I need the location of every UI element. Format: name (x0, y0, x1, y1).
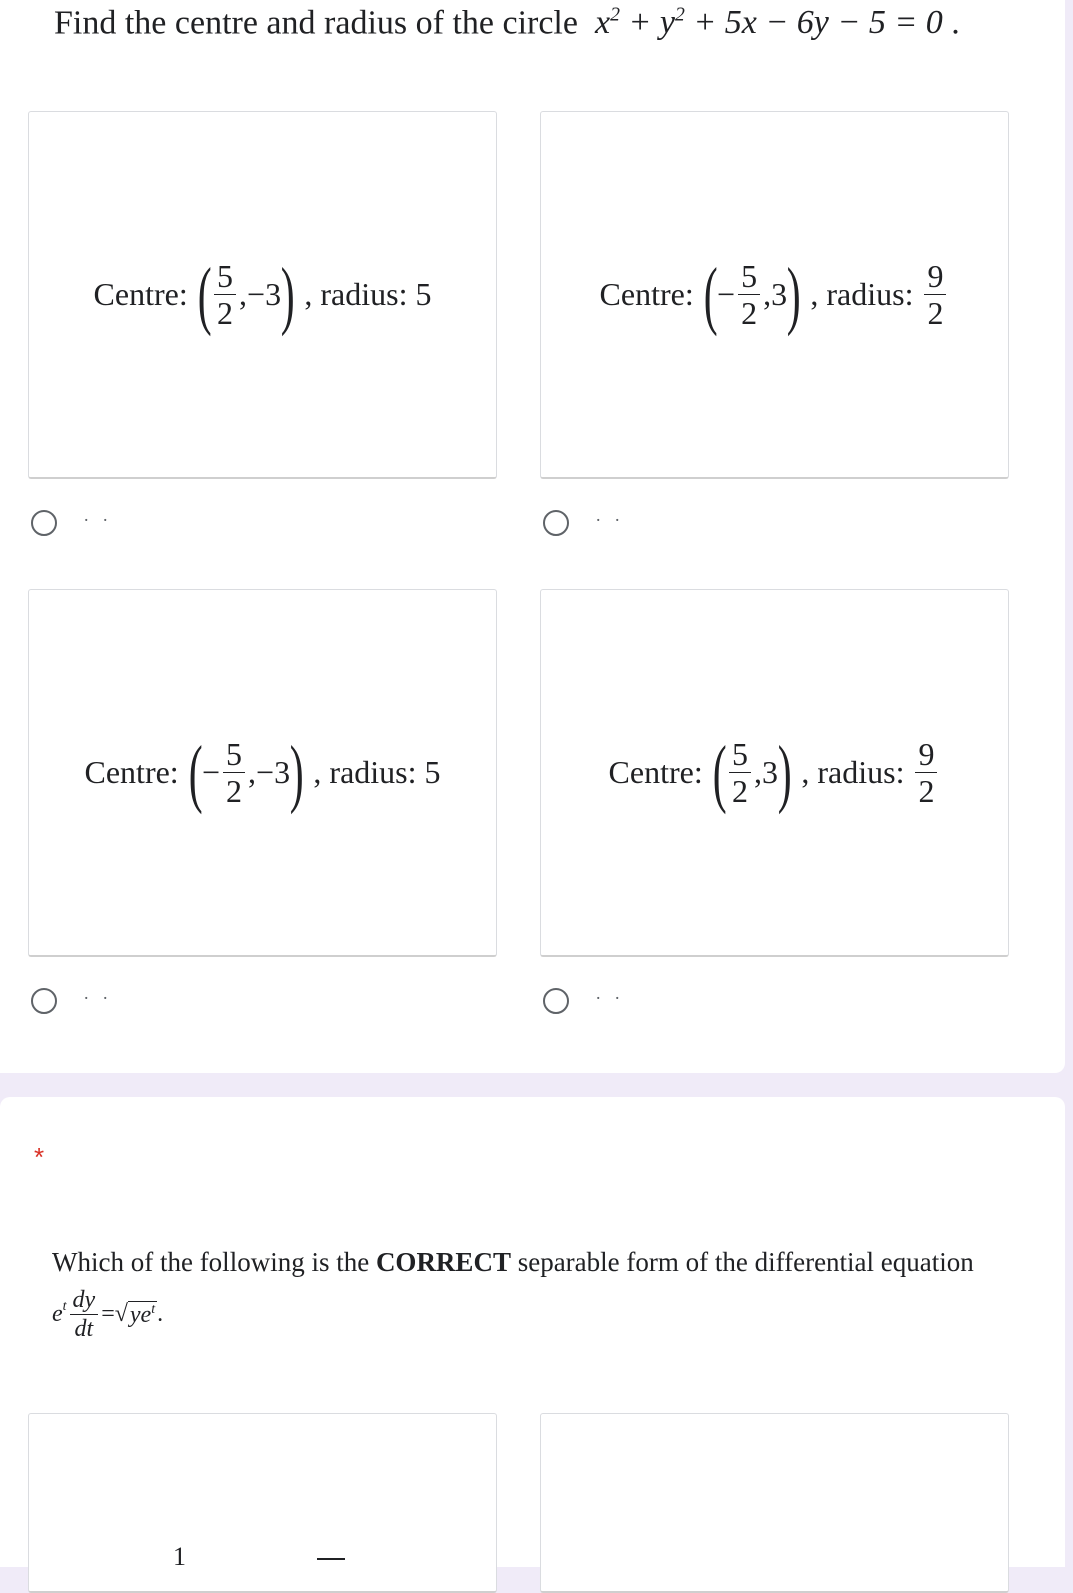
option-c-image[interactable] (28, 589, 497, 957)
radius-label: , radius: (801, 754, 905, 790)
option-b-label: . . (596, 505, 625, 525)
radius-fraction: $\frac{9}{2}$ (924, 260, 946, 329)
question-1-title: Find the centre and radius of the circle $x^2 + y^2 + 5x - 6y - 5 = 0$ . (54, 4, 960, 42)
centre-x-sign: − (717, 276, 736, 312)
question-1-text: Find the centre and radius of the circle (54, 4, 578, 42)
q2-option-b-image[interactable] (540, 1413, 1009, 1593)
centre-x-fraction: $\frac{5}{2}$ (738, 260, 760, 329)
option-a-label: . . (84, 505, 113, 525)
centre-y: ,−3 (248, 754, 291, 790)
centre-x-sign: − (202, 754, 221, 790)
centre-x-fraction: $\frac{5}{2}$ (729, 738, 751, 807)
centre-label: Centre: (93, 276, 188, 312)
derivative-fraction: $\frac{dy}{dt}$ (70, 1288, 99, 1341)
option-d-label: . . (596, 983, 625, 1003)
option-c-label: . . (84, 983, 113, 1003)
option-c-content: Centre: ( − $\frac{5}{2}$ ,−3 ) , radius: 5 (84, 730, 441, 815)
centre-y: ,−3 (239, 276, 282, 312)
option-b-radio[interactable] (543, 510, 569, 536)
centre-label: Centre: (599, 276, 694, 312)
partial-overline (317, 1558, 345, 1560)
q2-option-a-image[interactable] (28, 1413, 497, 1593)
option-a-radio[interactable] (31, 510, 57, 536)
option-b-content: Centre: ( − $\frac{5}{2}$ ,3 ) , radius: $\frac{9}{2}$ (541, 112, 1008, 477)
question-2-equation: e $^t$ $\frac{dy}{dt}$ = √ $ye^t$ . (52, 1287, 164, 1342)
radius-fraction: $\frac{9}{2}$ (915, 738, 937, 807)
centre-y: ,3 (754, 754, 779, 790)
option-a-image[interactable] (28, 111, 497, 479)
radius-label: , radius: (810, 276, 914, 312)
centre-x-fraction: $\frac{5}{2}$ (214, 260, 236, 329)
option-d-content: Centre: ( $\frac{5}{2}$ ,3 ) , radius: $\frac{9}{2}$ (541, 590, 1008, 955)
option-d-image[interactable] (540, 589, 1009, 957)
radius-label: , radius: (313, 754, 417, 790)
option-c-radio[interactable] (31, 988, 57, 1014)
question-1-equation: $x^2 + y^2 + 5x - 6y - 5 = 0$ (594, 4, 943, 42)
centre-x-fraction: $\frac{5}{2}$ (223, 738, 245, 807)
radius-label: , radius: (304, 276, 408, 312)
centre-label: Centre: (608, 754, 703, 790)
option-b-image[interactable] (540, 111, 1009, 479)
centre-y: ,3 (763, 276, 788, 312)
question-2-text: Which of the following is the CORRECT separable form of the differential equation (52, 1247, 974, 1277)
option-a-content: Centre: ( $\frac{5}{2}$ ,−3 ) , radius: 5 (93, 252, 432, 337)
required-marker: * (34, 1142, 45, 1172)
option-d-radio[interactable] (543, 988, 569, 1014)
partial-digit: 1 (173, 1542, 186, 1571)
radius-value: 5 (424, 754, 441, 790)
centre-label: Centre: (84, 754, 179, 790)
square-root: √ $ye^t$ (114, 1300, 156, 1328)
radius-value: 5 (415, 276, 432, 312)
